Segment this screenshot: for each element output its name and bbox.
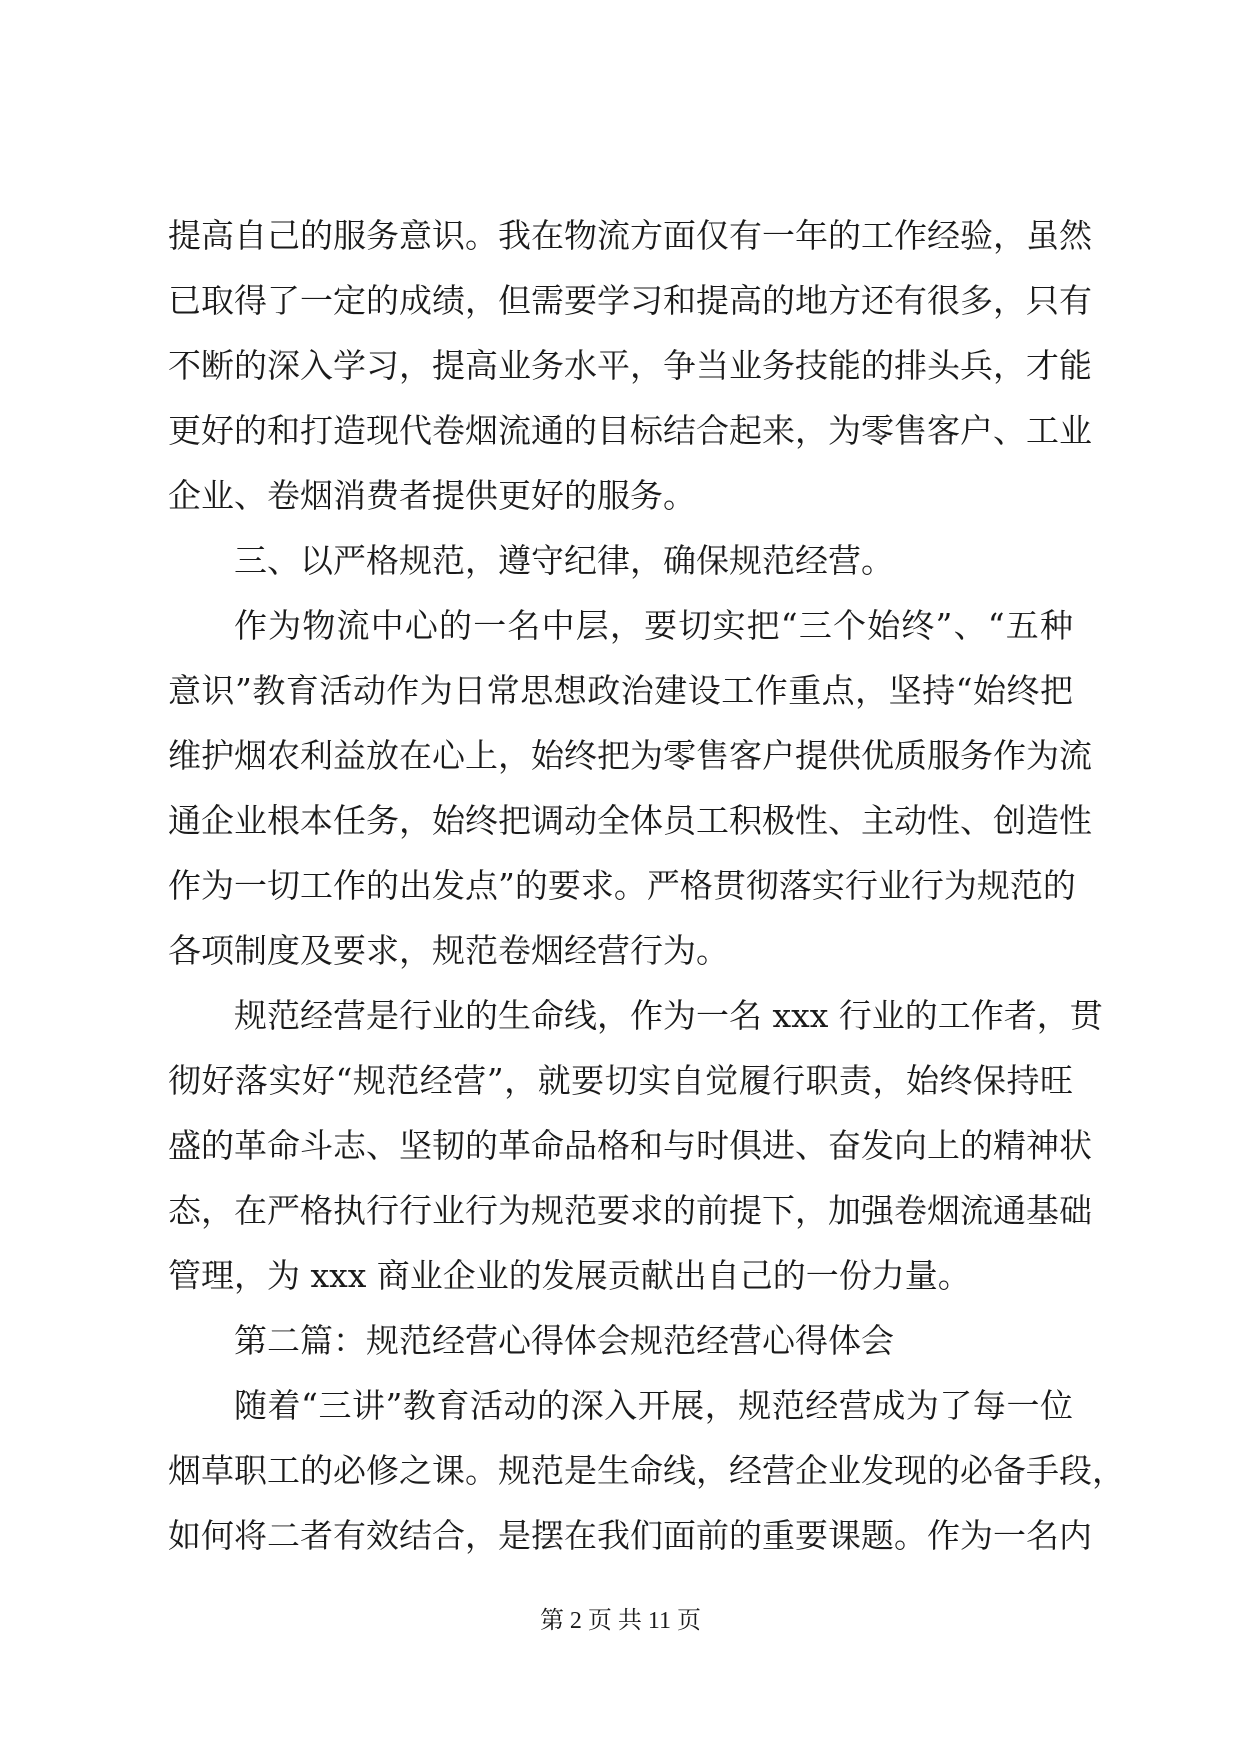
text-line: 规范经营是行业的生命线，作为一名 xxx 行业的工作者，贯 — [234, 996, 1103, 1035]
text-line: 意识”教育活动作为日常思想政治建设工作重点，坚持“始终把 — [168, 671, 1073, 710]
text-line: 通企业根本任务，始终把调动全体员工积极性、主动性、创造性 — [168, 801, 1092, 840]
text-line: 各项制度及要求，规范卷烟经营行为。 — [168, 931, 729, 970]
text-line: 不断的深入学习，提高业务水平，争当业务技能的排头兵，才能 — [168, 346, 1092, 385]
text-line: 烟草职工的必修之课。规范是生命线，经营企业发现的必备手段， — [168, 1451, 1125, 1490]
text-line: 维护烟农利益放在心上，始终把为零售客户提供优质服务作为流 — [168, 736, 1092, 775]
text-line: 作为一切工作的出发点”的要求。严格贯彻落实行业行为规范的 — [168, 866, 1076, 905]
page-footer: 第 2 页 共 11 页 — [539, 1608, 702, 1634]
text-line: 盛的革命斗志、坚韧的革命品格和与时俱进、奋发向上的精神状 — [168, 1126, 1092, 1165]
text-line: 作为物流中心的一名中层，要切实把“三个始终”、“五种 — [234, 606, 1073, 645]
section-heading: 三、以严格规范，遵守纪律，确保规范经营。 — [234, 541, 894, 580]
text-line: 彻好落实好“规范经营”，就要切实自觉履行职责，始终保持旺 — [168, 1061, 1073, 1100]
text-line: 态，在严格执行行业行为规范要求的前提下，加强卷烟流通基础 — [168, 1191, 1092, 1230]
text-line: 已取得了一定的成绩，但需要学习和提高的地方还有很多，只有 — [168, 281, 1092, 320]
text-line: 提高自己的服务意识。我在物流方面仅有一年的工作经验，虽然 — [168, 216, 1092, 255]
text-line: 更好的和打造现代卷烟流通的目标结合起来，为零售客户、工业 — [168, 411, 1092, 450]
text-line: 管理，为 xxx 商业企业的发展贡献出自己的一份力量。 — [168, 1256, 971, 1295]
text-line: 随着“三讲”教育活动的深入开展，规范经营成为了每一位 — [234, 1386, 1073, 1425]
chapter-heading: 第二篇：规范经营心得体会规范经营心得体会 — [234, 1321, 894, 1360]
text-line: 如何将二者有效结合，是摆在我们面前的重要课题。作为一名内 — [168, 1516, 1092, 1555]
text-line: 企业、卷烟消费者提供更好的服务。 — [168, 476, 696, 515]
